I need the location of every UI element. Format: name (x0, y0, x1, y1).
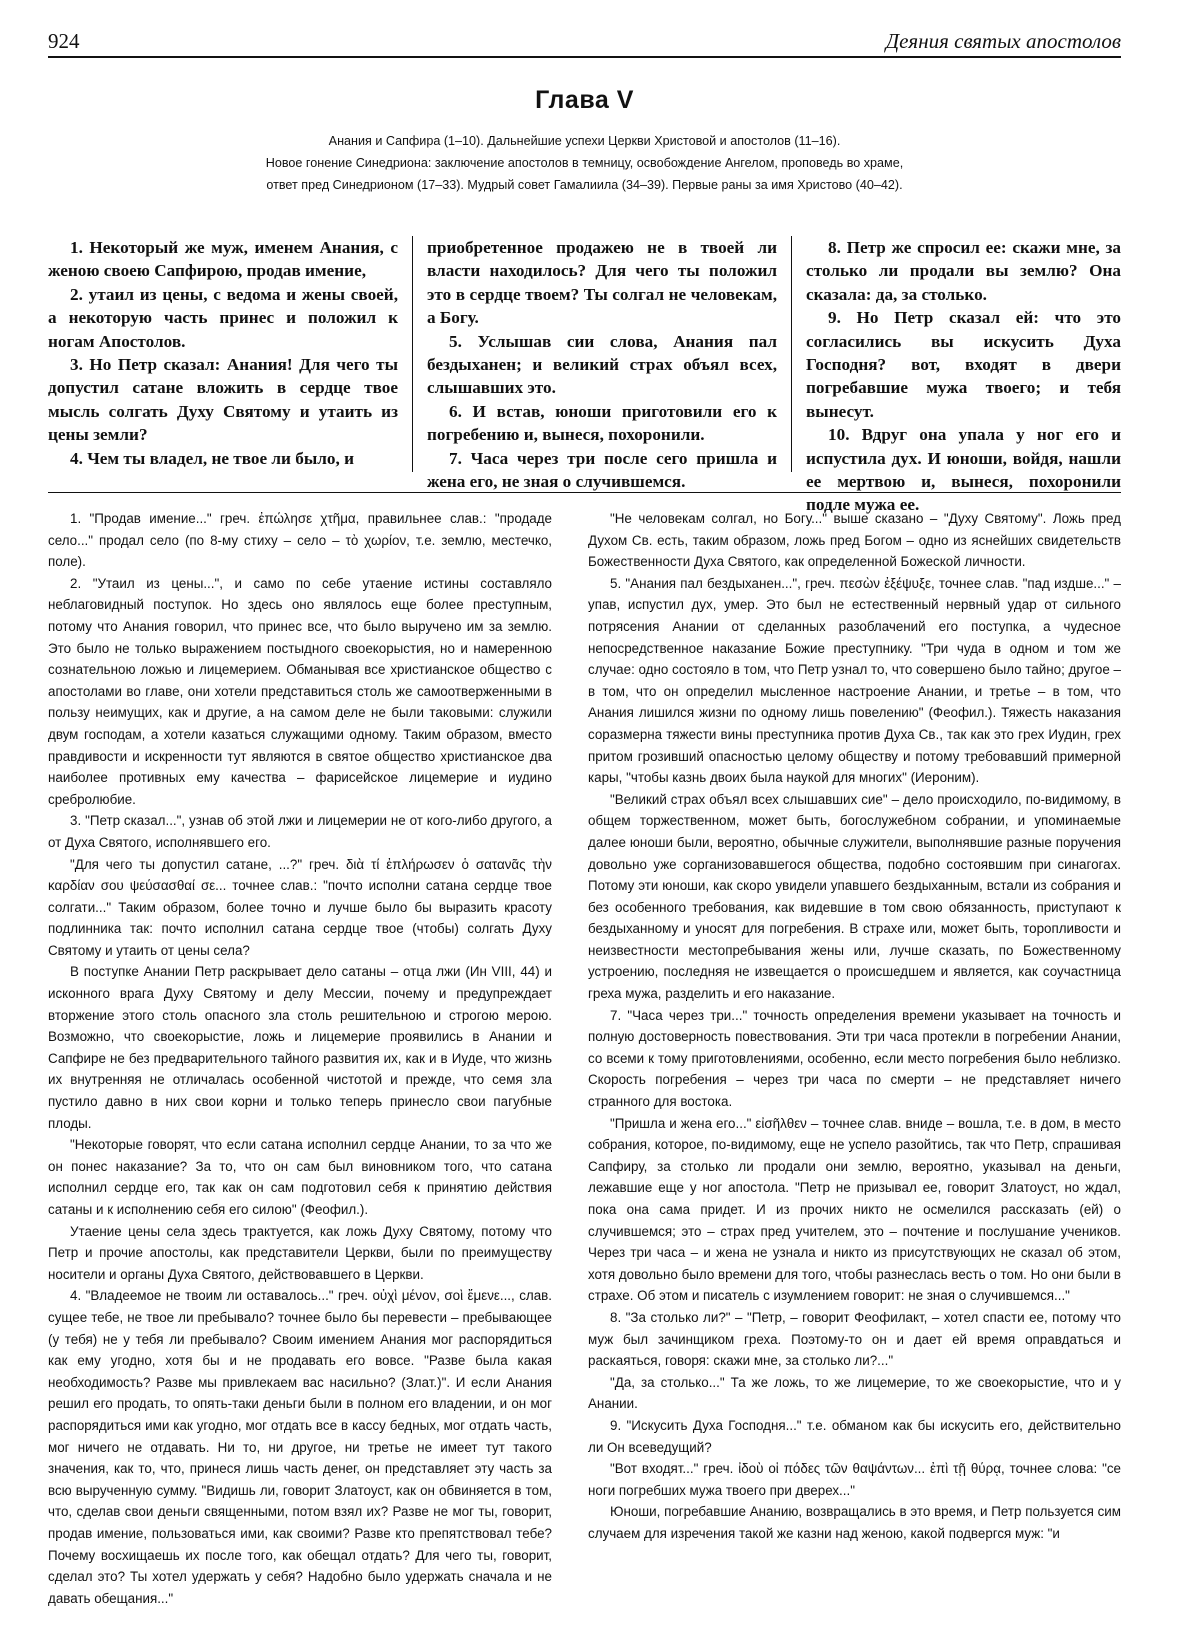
commentary-paragraph: "Не человекам солгал, но Богу..." выше сказано – "Духу Святому". Ложь пред Духом Св. есть, таким образом, ложь пред Богом – одно из яснейших свидетельств Божественности Духа Святого, как определенной Божеской личности. (588, 511, 1121, 570)
commentary-paragraph: "Великий страх объял всех слышавших сие" – дело происходило, по-видимому, в общем торжественном, может быть, богослужебном собрании, и упоминаемые далее юноши были, вероятно, обычные служители, выполнявшие разные поручения довольно уже сорганизовавшегося общества, подобно состоявшим при синагогах. Потому эти юноши, как скоро увидели упавшего бездыханным, встали из собрания и без особенного требования, как видевшие в том свою обязанность, приступают к бездыханному и уносят для погребения. В страхе или, может быть, торопливости и неизвестности местопребывания жены или, лучше сказать, по Божественному устроению, последняя не извещается о происшедшем и является, как соучастница греха мужа, разделить и его наказание. (588, 791, 1121, 1002)
running-head (48, 26, 1121, 54)
verse: 6. И встав, юноши приготовили его к погребению и, вынеся, похоронили. (427, 401, 777, 445)
commentary-paragraph: Утаение цены села здесь трактуется, как ложь Духу Святому, потому что Петр и прочие апостолы, как представители Церкви, были по преимуществу носители и органы Духа Святого, действовавшего в Церкви. (48, 1223, 552, 1282)
section-rule (48, 492, 1121, 493)
summary-line: Новое гонение Синедриона: заключение апостолов в темницу, освобождение Ангелом, проповедь во храме, (265, 156, 904, 170)
commentary-paragraph: 5. "Анания пал бездыханен...", греч. πεσὼν ἐξέψυξε, точнее слав. "пад издше..." – упав, испустил дух, умер. Это был не естественный нервный удар от сильного потрясения Анании от сделанных разоблачений его поступка, а чудесное непосредственное наказание Божие преступнику. "Три чуда в одном и том же случае: одно состояло в том, что Петр узнал то, что совершено было тайно; другое – в том, что он определил мысленное настроение Анании, и третье – в том, что Анания лишился жизни по одному лишь повелению" (Феофил.). Тяжесть наказания соразмерна тяжести вины преступника против Духа Св., так как это грех Иудин, грех притом грозивший опасностью целому обществу и потому требовавший примерной кары, "чтобы казнь двоих была наукой для многих" (Иероним). (588, 575, 1121, 786)
commentary-paragraph: 7. "Часа через три..." точность определения времени указывает на точность и полную достоверность повествования. Эти три часа протекли в погребении Анании, со всеми к тому приготовлениями, особенно, если место погребения было неблизко. Скорость погребения – через три часа по смерти – не представляет ничего странного для востока. (588, 1007, 1121, 1110)
verse: 4. Чем ты владел, не твое ли было, и (70, 448, 354, 468)
commentary-paragraph: 9. "Искусить Духа Господня..." т.е. обманом как бы искусить его, действительно ли Он всеведущий? (588, 1417, 1121, 1455)
verse: 1. Некоторый же муж, именем Анания, с женою своею Сапфирою, продав имение, (48, 238, 398, 281)
scripture-verses (48, 236, 1121, 515)
verse: приобретенное продажею не в твоей ли власти находилось? Для чего ты положил это в сердце твоем? Ты солгал не человекам, а Богу. (427, 238, 777, 328)
verse-column-3 (806, 236, 1121, 517)
commentary-paragraph: "Пришла и жена его..." εἰσῆλθεν – точнее слав. вниде – вошла, т.е. в дом, в место собрания, которое, по-видимому, еще не успело разойтись, так что Петр, спрашивая Сапфиру, за столько ли продали они землю, вероятно, указывал на деньги, лежавшие еще у ног апостола. "Петр не призывал ее, говорит Златоуст, но ждал, пока она сама придет. И из прочих никто не осмелился рассказать (ей) о случившемся; это – страх пред учителем, это – почтение и послушание учеников. Через три часа – и жена не узнала и никто из присутствующих не сказал об этом, хотя довольно было времени для того, чтобы разнеслась весть о том. Но они были в страхе. Об этом и писатель с изумлением говорит: не зная о случившемся..." (588, 1115, 1121, 1304)
book-title: Деяния святых апостолов (885, 29, 1121, 53)
verse: 5. Услышав сии слова, Анания пал бездыханен; и великий страх объял всех, слышавших это. (427, 331, 777, 398)
page-number: 924 (48, 29, 80, 53)
commentary-paragraph: 4. "Владеемое не твоим ли оставалось..." греч. οὐχὶ μένον, σοὶ ἔμενε..., слав. сущее тебе, не твое ли пребывало? точнее было бы перевести – пребывающее (у тебя) не у тебя ли пребывало? Своим имением Анания мог распорядиться как ему угодно, хотя бы и не продавать его вовсе. "Разве была какая необходимость? Разве мы привлекаем вас насильно? (Злат.)". И если Анания решил его продать, то опять-таки деньги были в полном его владении, и он мог распорядиться ими как угодно, мог отдать все в кассу бедных, мог отдать часть, мог ничего не отдавать. Ни то, ни другое, ни третье не имеет тут такого значения, как то, что, принеся лишь часть денег, он представляет эту часть за всю вырученную сумму. "Видишь ли, говорит Златоуст, как он обвиняется в том, что, сделав свои деньги священными, потом взял их? Разве не мог ты, говорит, продав имение, пользоваться ими, как своими? Разве кто препятствовал тебе? Почему восхищаешь их после того, как обещал отдать? Для чего ты, говорит, сделал это? Ты хотел удержать у себя? Надобно было удержать сначала и не давать обещания..." (48, 1288, 552, 1606)
verse: 7. Часа через три после сего пришла и жена его, не зная о случившемся. (427, 448, 777, 492)
verse: 3. Но Петр сказал: Анания! Для чего ты допустил сатане вложить в сердце твое мысль солгать Духу Святому и утаить из цены земли? (48, 355, 398, 445)
commentary-left-column (48, 508, 552, 1609)
verse: 9. Но Петр сказал ей: что это согласились вы искусить Духа Господня? вот, входят в двери погребавшие мужа твоего; и тебя вынесут. (806, 308, 1121, 421)
summary-line: ответ пред Синедрионом (17–33). Мудрый совет Гамалиила (34–39). Первые раны за имя Христово (40–42). (266, 178, 903, 192)
commentary-paragraph: 8. "За столько ли?" – "Петр, – говорит Феофилакт, – хотел спасти ее, потому что муж был зачинщиком греха. Поэтому-то он и дает ей время оправдаться и раскаяться, говоря: скажи мне, за столько ли?..." (588, 1309, 1121, 1369)
commentary-paragraph: 1. "Продав имение..." греч. ἐπώλησε χτῆμα, правильнее слав.: "продаде село..." продал село (по 8-му стиху – село – τὸ χωρίον, т.е. землю, местечко, поле). (48, 511, 552, 570)
summary-line: Анания и Сапфира (1–10). Дальнейшие успехи Церкви Христовой и апостолов (11–16). (328, 134, 841, 148)
commentary-paragraph: "Для чего ты допустил сатане, ...?" греч. διὰ τί ἐπλήρωσεν ὁ σατανᾶς τὴν καρδίαν σου ψεύσασθαί σε... точнее слав.: "почто исполни сатана сердце твое солгати..." Таким образом, более точно и лучше было бы выразить красоту подлинника так: почто исполнил сатана сердце твое (чтобы) солгать Духу Святому и утаить от цены села? (48, 856, 552, 958)
header-rule (48, 56, 1121, 58)
commentary-paragraph: Юноши, погребавшие Ананию, возвращались в это время, и Петр пользуется сим случаем для изречения такой же казни над женою, какой подвергся муж: "и (588, 1504, 1121, 1541)
chapter-summary (48, 130, 1121, 196)
commentary-paragraph: 2. "Утаил из цены...", и само по себе утаение истины составляло неблаговидный поступок. Но здесь оно являлось еще более преступным, потому что Анания говорил, что принес все, что было выручено им за землю. Это было не только выражением постыдного своекорыстия, но и намеренною сознательною ложью и лицемерием. Обманывая все христианское общество с апостолами во главе, они хотели представиться столь же самоотверженными в пользу неимущих, как и другие, а на самом деле не были таковыми: служили двум господам, а хотели казаться служащими одному. Таким образом, вместо правдивости и искренности тут являются в святое общество христианское два наиболее противных ему качества – фарисейское лицемерие и иудино сребролюбие. (48, 575, 552, 807)
commentary-paragraph: 3. "Петр сказал...", узнав об этой лжи и лицемерии не от кого-либо другого, а от Духа Святого, исполнявшего его. (48, 813, 552, 850)
verse-column-2 (427, 236, 777, 517)
chapter-title: Глава V (535, 86, 634, 114)
verse: 8. Петр же спросил ее: скажи мне, за столько ли продали вы землю? Она сказала: да, за столько. (806, 238, 1121, 304)
verse: 10. Вдруг она упала у ног его и испустила дух. И юноши, войдя, нашли ее мертвою и, вынеся, похоронили подле мужа ее. (806, 425, 1121, 515)
commentary-paragraph: "Вот входят..." греч. ἰδοὺ οἱ πόδες τῶν θαψάντων... ἐπὶ τῇ θύρᾳ, точнее слова: "се ноги погребших мужа твоего при дверех..." (588, 1461, 1121, 1498)
commentary-paragraph: "Некоторые говорят, что если сатана исполнил сердце Анании, то за что же он понес наказание? За то, что он сам был виновником того, что сатана исполнил сердце его, так как он сам подготовил себя к принятию действия сатаны и к исполнению себя его силою" (Феофил.). (48, 1137, 552, 1217)
commentary-paragraph: В поступке Анании Петр раскрывает дело сатаны – отца лжи (Ин VIII, 44) и исконного врага Духу Святому и делу Мессии, почему и предупреждает вторжение этого столь опасного зла столь решительною и строгою мерою. Возможно, что своекорыстие, ложь и лицемерие проявились в Анании и Сапфире не без предварительного тайного развития их, как и в Иуде, что жизнь их внутренняя не отличалась особенной чистотой и прежде, что семя зла пустило давно в них свои корни и только теперь принесло свои пагубные плоды. (48, 964, 552, 1131)
verse-column-1 (48, 236, 398, 517)
commentary-right-column (588, 508, 1121, 1545)
commentary-paragraph: "Да, за столько..." Та же ложь, то же лицемерие, то же своекорыстие, что и у Анании. (588, 1374, 1121, 1412)
verse: 2. утаил из цены, с ведома и жены своей, а некоторую часть принес и положил к ногам Апостолов. (48, 284, 398, 351)
